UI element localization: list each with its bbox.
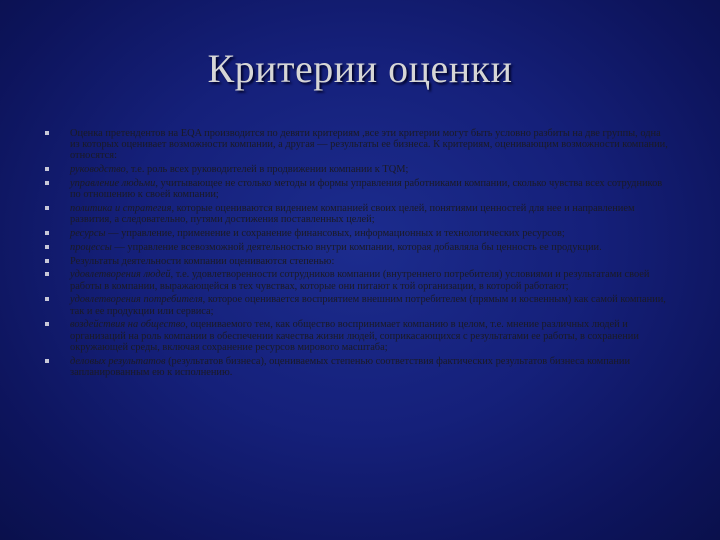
item-text: , которое оценивается восприятием внешним потребителем (прямым и косвенным) как самой компании, так и ее продукции или сервиса; (70, 294, 666, 317)
list-item (42, 242, 672, 253)
square-bullet-icon (45, 131, 49, 135)
item-text: — управление всевозможной деятельностью внутри компании, которая добавляла бы ценность ее продукции. (111, 241, 602, 253)
square-bullet-icon (45, 297, 49, 301)
item-keyword: управление людьми (70, 178, 156, 189)
list-item (42, 228, 672, 239)
item-text: , оцениваемого тем, как общество воспринимает компанию в целом, т.е. мнение различных людей и организаций на роль компании в обеспечении качества жизни людей, соприкасающихся с результатами ее работы, в сохранении окружающей среды, включая сохранение ресурсов мирового масштаба; (70, 319, 639, 353)
item-text: — управление, применение и сохранение финансовых, информационных и технологических ресурсов; (105, 228, 565, 239)
item-keyword: политика и стратегия (70, 203, 172, 214)
item-text: , т.е. удовлетворенности сотрудников компании (внутреннего потребителя) условиями и результатами своей работы в компании, выражающейся в тех чувствах, которые они питают к той организации, в которой работают; (70, 269, 650, 292)
item-text: , т.е. роль всех руководителей в продвижении компании к TQM; (125, 164, 409, 176)
item-keyword: удовлетворения людей (70, 269, 171, 281)
slide-title: Критерии оценки (207, 46, 513, 91)
item-keyword: руководство (70, 164, 126, 176)
square-bullet-icon (45, 231, 49, 235)
item-text: , которые оцениваются видением компанией своих целей, понятиями ценностей для нее и направлением развития, а следовательно, путями достижения поставленных целей; (70, 203, 635, 226)
item-text: Оценка претендентов на EQA производится по девяти критериям ,все эти критерии могут быть условно разбиты на две группы, одна из которых оценивает возможности компании, а другая — результаты ее бизнеса. К критериям, оценивающим возможности компании, относятся: (70, 128, 668, 162)
list-item (42, 203, 672, 225)
item-text: Результаты деятельности компании оцениваются степенью: (70, 255, 335, 267)
item-text: (результатов бизнеса), оцениваемых степенью соответствия фактических результатов бизнеса компании запланированным ею к исполнению. (70, 355, 631, 378)
list-item (42, 356, 672, 378)
square-bullet-icon (45, 181, 49, 185)
item-keyword: процессы (70, 241, 112, 253)
item-keyword: воздействия на общество (70, 319, 186, 331)
square-bullet-icon (45, 359, 49, 363)
list-item (42, 269, 672, 291)
square-bullet-icon (45, 245, 49, 249)
item-keyword: ресурсы (70, 228, 106, 239)
list-item (42, 256, 672, 267)
item-keyword: удовлетворения потребителя (70, 294, 203, 306)
square-bullet-icon (45, 206, 49, 210)
list-item (42, 128, 672, 162)
item-text: , учитывающее не столько методы и формы управления работниками компании, сколько чувства всех сотрудников по отношению к своей компании; (70, 178, 663, 201)
list-item (42, 294, 672, 316)
square-bullet-icon (45, 322, 49, 326)
list-item (42, 164, 672, 175)
square-bullet-icon (45, 272, 49, 276)
list-item (42, 178, 672, 200)
list-item (42, 319, 672, 353)
square-bullet-icon (45, 167, 49, 171)
square-bullet-icon (45, 259, 49, 263)
criteria-list (42, 128, 672, 381)
item-keyword: деловых результатов (70, 355, 166, 367)
